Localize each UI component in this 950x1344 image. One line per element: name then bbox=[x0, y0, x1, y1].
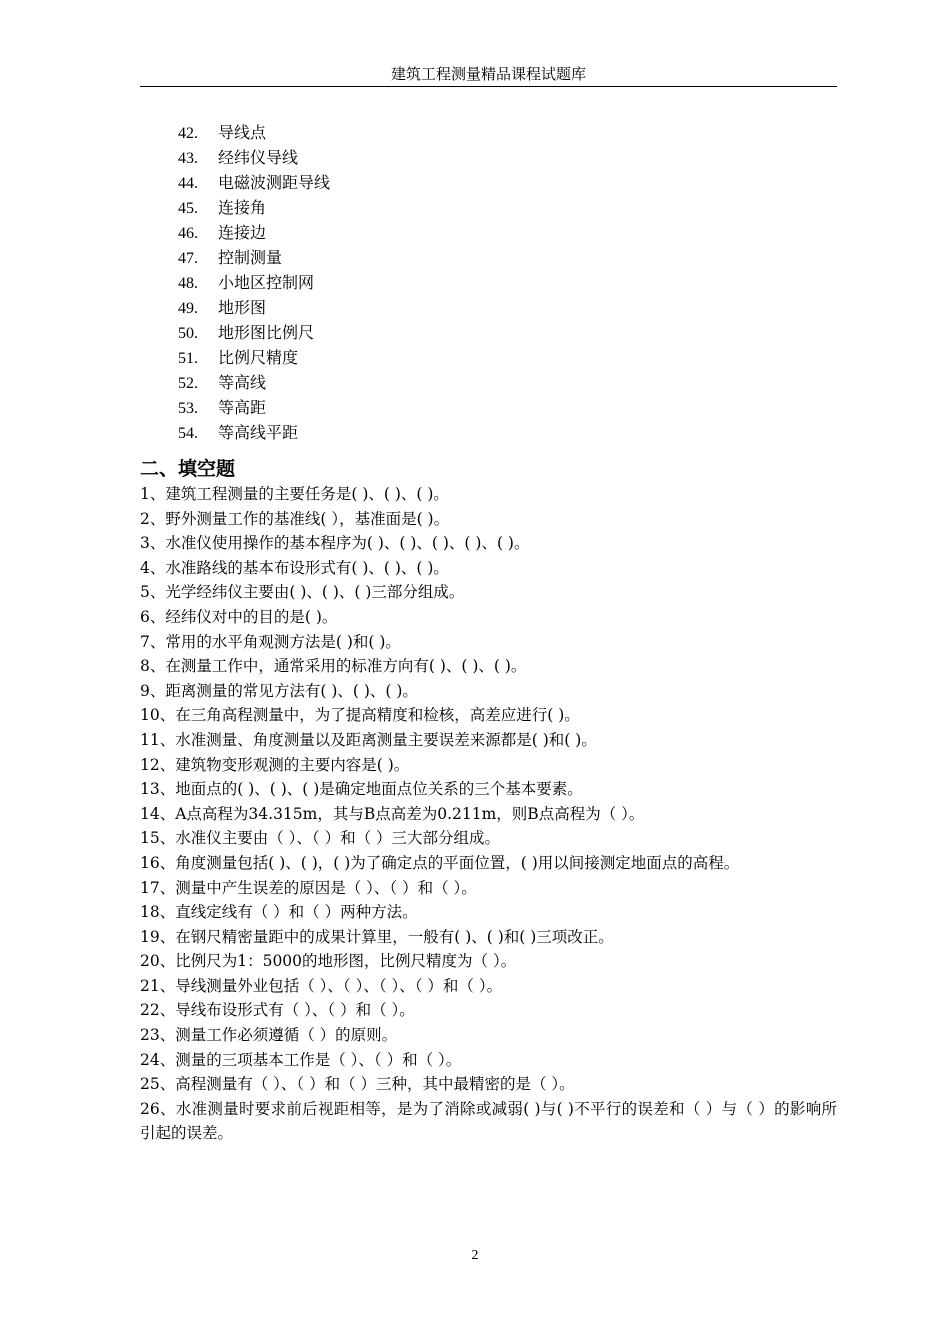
term-item bbox=[178, 270, 330, 295]
question-item: 6、经纬仪对中的目的是( )。 bbox=[140, 607, 338, 626]
term-number: 48. bbox=[178, 275, 198, 292]
question-list bbox=[140, 482, 837, 1146]
page-number: 2 bbox=[471, 1248, 479, 1263]
question-item: 20、比例尺为1：5000的地形图，比例尺精度为（ ）。 bbox=[140, 952, 517, 971]
term-number: 43. bbox=[178, 150, 198, 167]
term-item bbox=[178, 345, 330, 370]
question-item: 15、水准仪主要由（ ）、（ ）和（ ）三大部分组成。 bbox=[140, 829, 501, 848]
term-number: 53. bbox=[178, 400, 198, 417]
question-item: 5、光学经纬仪主要由( )、( )、( )三部分组成。 bbox=[140, 583, 465, 602]
question-item: 24、测量的三项基本工作是（ ）、（ ）和（ ）。 bbox=[140, 1050, 462, 1069]
term-number: 44. bbox=[178, 175, 198, 192]
term-item bbox=[178, 195, 330, 220]
term-item bbox=[178, 420, 330, 445]
question-item: 16、角度测量包括( )、( )，( )为了确定点的平面位置，( )用以间接测定地面点的高程。 bbox=[140, 853, 740, 872]
question-item: 7、常用的水平角观测方法是( )和( )。 bbox=[140, 632, 401, 651]
term-number: 47. bbox=[178, 250, 198, 267]
term-number: 45. bbox=[178, 200, 198, 217]
term-item bbox=[178, 370, 330, 395]
question-item: 13、地面点的( )、( )、( )是确定地面点位关系的三个基本要素。 bbox=[140, 780, 583, 799]
term-number: 54. bbox=[178, 425, 198, 442]
question-item: 22、导线布设形式有（ ）、（ ）和（ ）。 bbox=[140, 1001, 415, 1020]
term-text: 等高线 bbox=[218, 373, 267, 392]
term-text: 比例尺精度 bbox=[218, 348, 299, 367]
question-item: 8、在测量工作中，通常采用的标准方向有( )、( )、( )。 bbox=[140, 657, 527, 676]
term-item bbox=[178, 295, 330, 320]
term-text: 连接边 bbox=[218, 223, 267, 242]
section-title: 二、填空题 bbox=[140, 458, 236, 480]
term-list bbox=[178, 120, 330, 445]
term-text: 等高线平距 bbox=[218, 423, 299, 442]
term-text: 电磁波测距导线 bbox=[218, 173, 331, 192]
question-item: 17、测量中产生误差的原因是（ ）、（ ）和（ ）。 bbox=[140, 878, 477, 897]
term-number: 42. bbox=[178, 125, 198, 142]
term-item bbox=[178, 245, 330, 270]
question-item: 14、A点高程为34.315m，其与B点高差为0.211m，则B点高程为（ ）。 bbox=[140, 804, 645, 823]
term-item bbox=[178, 320, 330, 345]
question-item: 19、在钢尺精密量距中的成果计算里，一般有( )、( )和( )三项改正。 bbox=[140, 927, 614, 946]
term-number: 50. bbox=[178, 325, 198, 342]
term-text: 导线点 bbox=[218, 123, 267, 142]
term-number: 52. bbox=[178, 375, 198, 392]
term-item bbox=[178, 120, 330, 145]
term-item bbox=[178, 395, 330, 420]
question-item: 11、水准测量、角度测量以及距离测量主要误差来源都是( )和( )。 bbox=[140, 730, 597, 749]
question-item: 21、导线测量外业包括（ ）、（ ）、（ ）、（ ）和（ ）。 bbox=[140, 976, 503, 995]
term-text: 控制测量 bbox=[218, 248, 283, 267]
question-item: 12、建筑物变形观测的主要内容是( )。 bbox=[140, 755, 410, 774]
question-item: 26、水准测量时要求前后视距相等，是为了消除或减弱( )与( )不平行的误差和（ ）与（ ）的影响所引起的误差。 bbox=[140, 1099, 837, 1143]
term-number: 51. bbox=[178, 350, 198, 367]
term-number: 46. bbox=[178, 225, 198, 242]
page-header: 建筑工程测量精品课程试题库 bbox=[390, 65, 586, 83]
question-item: 3、水准仪使用操作的基本程序为( )、( )、( )、( )、( )。 bbox=[140, 534, 530, 553]
term-text: 经纬仪导线 bbox=[218, 148, 299, 167]
term-text: 地形图 bbox=[218, 298, 267, 317]
term-text: 地形图比例尺 bbox=[218, 323, 315, 342]
question-item: 1、建筑工程测量的主要任务是( )、( )、( )。 bbox=[140, 485, 449, 503]
question-item: 23、测量工作必须遵循（ ）的原则。 bbox=[140, 1026, 398, 1045]
question-item: 2、野外测量工作的基准线( ），基准面是( )。 bbox=[140, 509, 450, 528]
question-item: 9、距离测量的常见方法有( )、( )、( )。 bbox=[140, 681, 418, 700]
question-item: 25、高程测量有（ ）、（ ）和（ ）三种，其中最精密的是（ ）。 bbox=[140, 1075, 575, 1094]
term-item bbox=[178, 220, 330, 245]
term-item bbox=[178, 170, 330, 195]
term-text: 等高距 bbox=[218, 398, 267, 417]
term-number: 49. bbox=[178, 300, 198, 317]
term-item bbox=[178, 145, 330, 170]
question-item: 18、直线定线有（ ）和（ ）两种方法。 bbox=[140, 903, 418, 922]
term-text: 小地区控制网 bbox=[218, 273, 315, 292]
term-text: 连接角 bbox=[218, 198, 267, 217]
question-item: 10、在三角高程测量中，为了提高精度和检核，高差应进行( )。 bbox=[140, 706, 580, 725]
header-rule bbox=[140, 86, 837, 87]
question-item: 4、水准路线的基本布设形式有( )、( )、( )。 bbox=[140, 558, 449, 577]
